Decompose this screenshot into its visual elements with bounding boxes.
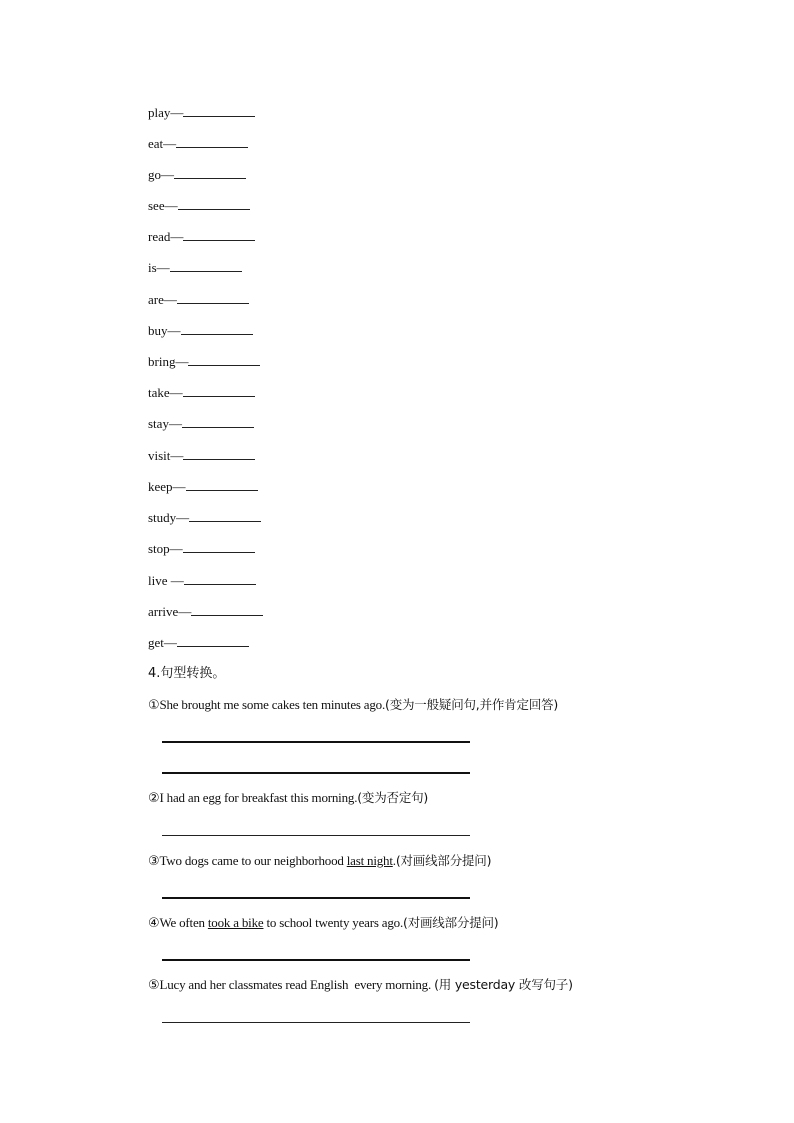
answer-blank[interactable] — [177, 634, 249, 647]
word-label: keep — [148, 479, 173, 494]
answer-blank[interactable] — [170, 259, 242, 272]
underlined-phrase: took a bike — [207, 915, 264, 930]
word-row — [148, 414, 254, 434]
word-dash: — — [163, 292, 177, 307]
word-dash: — — [161, 167, 174, 182]
word-row — [148, 103, 255, 123]
answer-line[interactable] — [162, 772, 470, 774]
answer-blank[interactable] — [191, 603, 263, 616]
word-row — [148, 196, 250, 216]
word-label: play — [148, 105, 171, 120]
word-row — [148, 165, 246, 185]
answer-blank[interactable] — [183, 228, 255, 241]
answer-line[interactable] — [162, 1022, 470, 1023]
word-row — [148, 446, 255, 466]
word-row — [148, 134, 248, 154]
word-dash: — — [168, 416, 182, 431]
word-row — [148, 352, 260, 372]
answer-blank[interactable] — [188, 353, 260, 366]
question-text: We often — [159, 915, 208, 930]
answer-blank[interactable] — [183, 540, 255, 553]
answer-blank[interactable] — [176, 135, 248, 148]
answer-blank[interactable] — [183, 104, 255, 117]
answer-blank[interactable] — [177, 291, 249, 304]
question-5 — [148, 975, 573, 996]
question-2 — [148, 788, 428, 809]
word-label: bring — [148, 354, 176, 369]
answer-blank[interactable] — [183, 384, 255, 397]
question-instruction: (对画线部分提问) — [403, 915, 499, 930]
word-label: stop — [148, 541, 170, 556]
question-number: ⑤ — [148, 978, 160, 993]
answer-blank[interactable] — [183, 447, 255, 460]
answer-blank[interactable] — [178, 197, 250, 210]
word-dash: — — [176, 510, 190, 525]
question-number: ② — [148, 791, 160, 806]
word-label: take — [148, 385, 170, 400]
word-label: buy — [148, 323, 168, 338]
answer-blank[interactable] — [184, 572, 256, 585]
word-row — [148, 633, 249, 653]
answer-line[interactable] — [162, 897, 470, 899]
word-label: study — [148, 510, 177, 525]
word-row — [148, 227, 255, 247]
word-label: get — [148, 635, 164, 650]
word-row — [148, 290, 249, 310]
word-dash: — — [175, 354, 189, 369]
word-dash: — — [163, 136, 177, 151]
question-instruction: (变为否定句) — [357, 790, 429, 805]
answer-blank[interactable] — [182, 415, 254, 428]
word-label: visit — [148, 448, 171, 463]
word-dash: — — [169, 541, 183, 556]
word-row — [148, 571, 256, 591]
word-row — [148, 383, 255, 403]
question-number: ① — [148, 698, 160, 713]
answer-line[interactable] — [162, 741, 470, 743]
question-text-after: to school twenty years ago. — [263, 915, 404, 930]
word-row — [148, 508, 261, 528]
question-text: Lucy and her classmates read English every morning. — [159, 977, 435, 992]
word-label: eat — [148, 136, 164, 151]
question-text: She brought me some cakes ten minutes ago. — [159, 697, 386, 712]
question-1 — [148, 695, 558, 716]
word-dash: — — [167, 323, 181, 338]
word-dash: — — [164, 198, 178, 213]
question-text: I had an egg for breakfast this morning. — [159, 790, 358, 805]
word-dash: — — [172, 479, 186, 494]
question-instruction: (变为一般疑问句,并作肯定回答) — [385, 697, 559, 712]
word-label: are — [148, 292, 164, 307]
question-instruction: (对画线部分提问) — [395, 853, 492, 868]
word-row — [148, 258, 242, 278]
word-row — [148, 321, 253, 341]
underlined-phrase: last night — [346, 853, 393, 868]
word-label: stay — [148, 416, 169, 431]
question-text: Two dogs came to our neighborhood — [159, 853, 347, 868]
word-dash: — — [163, 635, 177, 650]
word-dash: — — [156, 260, 170, 275]
word-label: read — [148, 229, 171, 244]
answer-blank[interactable] — [181, 322, 253, 335]
word-label: is — [148, 260, 157, 275]
word-dash: — — [178, 604, 192, 619]
answer-line[interactable] — [162, 835, 470, 836]
answer-blank[interactable] — [189, 509, 261, 522]
word-dash: — — [170, 573, 184, 588]
word-dash: — — [170, 105, 184, 120]
section-title: 4.句型转换。 — [148, 666, 226, 681]
answer-blank[interactable] — [186, 478, 258, 491]
word-row — [148, 539, 255, 559]
answer-line[interactable] — [162, 959, 470, 961]
question-number: ④ — [148, 916, 160, 931]
question-3 — [148, 851, 491, 872]
word-label: go — [148, 167, 161, 182]
question-text-after: . — [392, 853, 396, 868]
word-dash: — — [170, 229, 184, 244]
word-row — [148, 477, 258, 497]
word-dash: — — [170, 448, 184, 463]
word-label: see — [148, 198, 165, 213]
question-number: ③ — [148, 854, 160, 869]
question-instruction: (用 yesterday 改写句子) — [434, 977, 573, 992]
word-row — [148, 602, 263, 622]
question-4 — [148, 913, 498, 934]
answer-blank[interactable] — [174, 166, 246, 179]
word-label: arrive — [148, 604, 179, 619]
word-dash: — — [169, 385, 183, 400]
word-label: live — [148, 573, 171, 588]
